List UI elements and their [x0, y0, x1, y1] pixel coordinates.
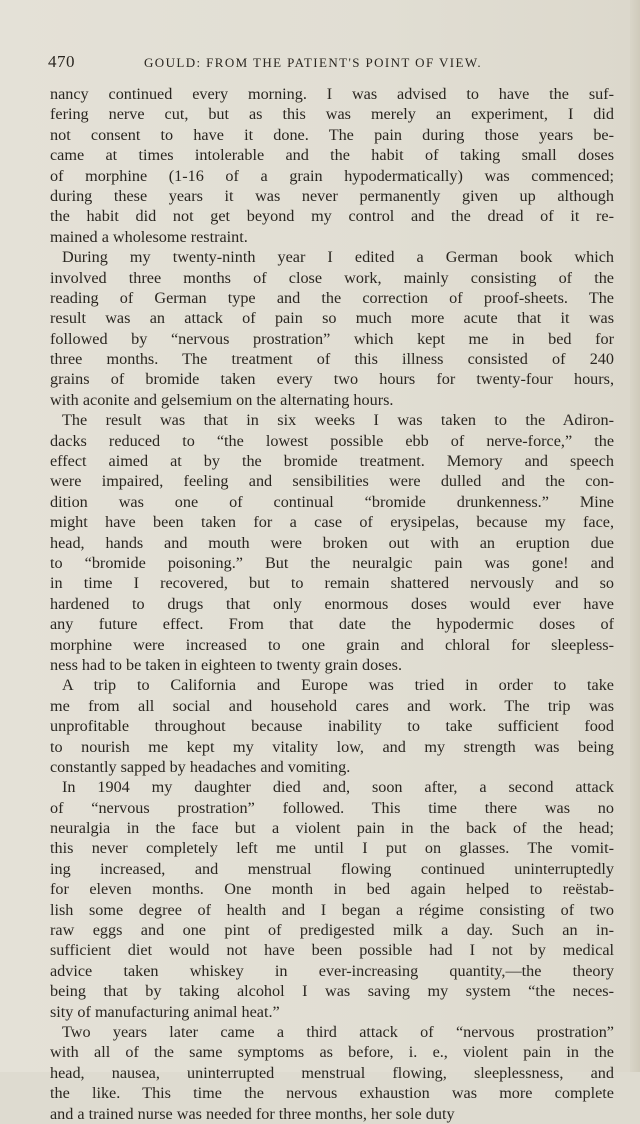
text-line: neuralgia in the face but a violent pain in the back of the head;	[50, 819, 614, 838]
text-line: this never completely left me until I put on glasses. The vomit-	[50, 839, 614, 858]
text-line: being that by taking alcohol I was saving my system “the neces-	[50, 982, 614, 1001]
text-line: were impaired, feeling and sensibilities were dulled and the con-	[50, 472, 614, 491]
text-line: constantly sapped by headaches and vomiting.	[50, 757, 351, 776]
text-line: during these years it was never permanently given up although	[50, 186, 614, 205]
running-head-title: GOULD: FROM THE PATIENT'S POINT OF VIEW.	[144, 55, 482, 70]
text-line: any future effect. From that date the hypodermic doses of	[50, 615, 614, 634]
text-line: dition was one of continual “bromide drunkenness.” Mine	[50, 492, 614, 511]
text-line: result was an attack of pain so much more acute that it was	[50, 309, 614, 328]
text-line: to nourish me kept my vitality low, and my strength was being	[50, 737, 614, 756]
text-line: effect aimed at by the bromide treatment. Memory and speech	[50, 452, 614, 471]
text-line: fering nerve cut, but as this was merely an experiment, I did	[50, 105, 614, 124]
text-line: three months. The treatment of this illness consisted of 240	[50, 350, 614, 369]
text-line: and a trained nurse was needed for three months, her sole duty	[50, 1104, 455, 1123]
text-line: dacks reduced to “the lowest possible ebb of nerve-force,” the	[50, 431, 614, 450]
text-line: with aconite and gelsemium on the alternating hours.	[50, 390, 394, 409]
text-line: reading of German type and the correction of proof-sheets. The	[50, 288, 614, 307]
text-line: nancy continued every morning. I was advised to have the suf-	[50, 85, 614, 103]
text-line: During my twenty-ninth year I edited a German book which	[62, 248, 614, 267]
paragraph	[50, 247, 614, 410]
text-line: sufficient diet would not have been possible had I not by medical	[50, 941, 614, 960]
text-line: In 1904 my daughter died and, soon after, a second attack	[62, 778, 614, 797]
text-line: mained a wholesome restraint.	[50, 227, 248, 246]
paragraph	[50, 84, 614, 247]
text-line: raw eggs and one pint of predigested milk a day. Such an in-	[50, 921, 614, 940]
text-line: followed by “nervous prostration” which kept me in bed for	[50, 329, 614, 348]
text-line: with all of the same symptoms as before, i. e., violent pain in the	[50, 1043, 614, 1062]
text-line: me from all social and household cares and work. The trip was	[50, 696, 614, 715]
body-text	[50, 84, 614, 1124]
text-line: of “nervous prostration” followed. This time there was no	[50, 798, 614, 817]
text-line: grains of bromide taken every two hours for twenty-four hours,	[50, 370, 614, 389]
text-line: not consent to have it done. The pain during those years be-	[50, 125, 614, 144]
text-line: Two years later came a third attack of “nervous prostration”	[62, 1022, 614, 1041]
paragraph	[50, 1022, 614, 1124]
text-line: of morphine (1-16 of a grain hypodermatically) was commenced;	[50, 166, 614, 185]
text-line: the habit did not get beyond my control and the dread of it re-	[50, 207, 614, 226]
paragraph	[50, 777, 614, 1022]
text-line: might have been taken for a case of erysipelas, because my face,	[50, 513, 614, 532]
text-line: involved three months of close work, mainly consisting of the	[50, 268, 614, 287]
text-line: ing increased, and menstrual flowing continued uninterruptedly	[50, 859, 614, 878]
text-line: A trip to California and Europe was tried in order to take	[62, 676, 614, 695]
text-line: ness had to be taken in eighteen to twenty grain doses.	[50, 655, 402, 674]
text-line: hardened to drugs that only enormous doses would ever have	[50, 594, 614, 613]
running-head	[48, 52, 608, 76]
paragraph	[50, 675, 614, 777]
paragraph	[50, 410, 614, 675]
text-line: head, nausea, uninterrupted menstrual flowing, sleeplessness, and	[50, 1063, 614, 1082]
text-line: lish some degree of health and I began a régime consisting of two	[50, 900, 614, 919]
text-line: to “bromide poisoning.” But the neuralgic pain was gone! and	[50, 553, 614, 572]
page-number: 470	[48, 52, 75, 71]
text-line: morphine were increased to one grain and chloral for sleepless-	[50, 635, 614, 654]
text-line: for eleven months. One month in bed again helped to reëstab-	[50, 880, 614, 899]
text-line: came at times intolerable and the habit of taking small doses	[50, 146, 614, 165]
text-line: The result was that in six weeks I was taken to the Adiron-	[62, 411, 614, 430]
text-line: advice taken whiskey in ever-increasing quantity,—the theory	[50, 961, 614, 980]
text-line: head, hands and mouth were broken out with an eruption due	[50, 533, 614, 552]
text-line: the like. This time the nervous exhaustion was more complete	[50, 1084, 614, 1103]
text-line: in time I recovered, but to remain shattered nervously and so	[50, 574, 614, 593]
page-edge-shadow	[630, 0, 640, 1072]
text-line: unprofitable throughout because inability to take sufficient food	[50, 717, 614, 736]
text-line: sity of manufacturing animal heat.”	[50, 1002, 280, 1021]
